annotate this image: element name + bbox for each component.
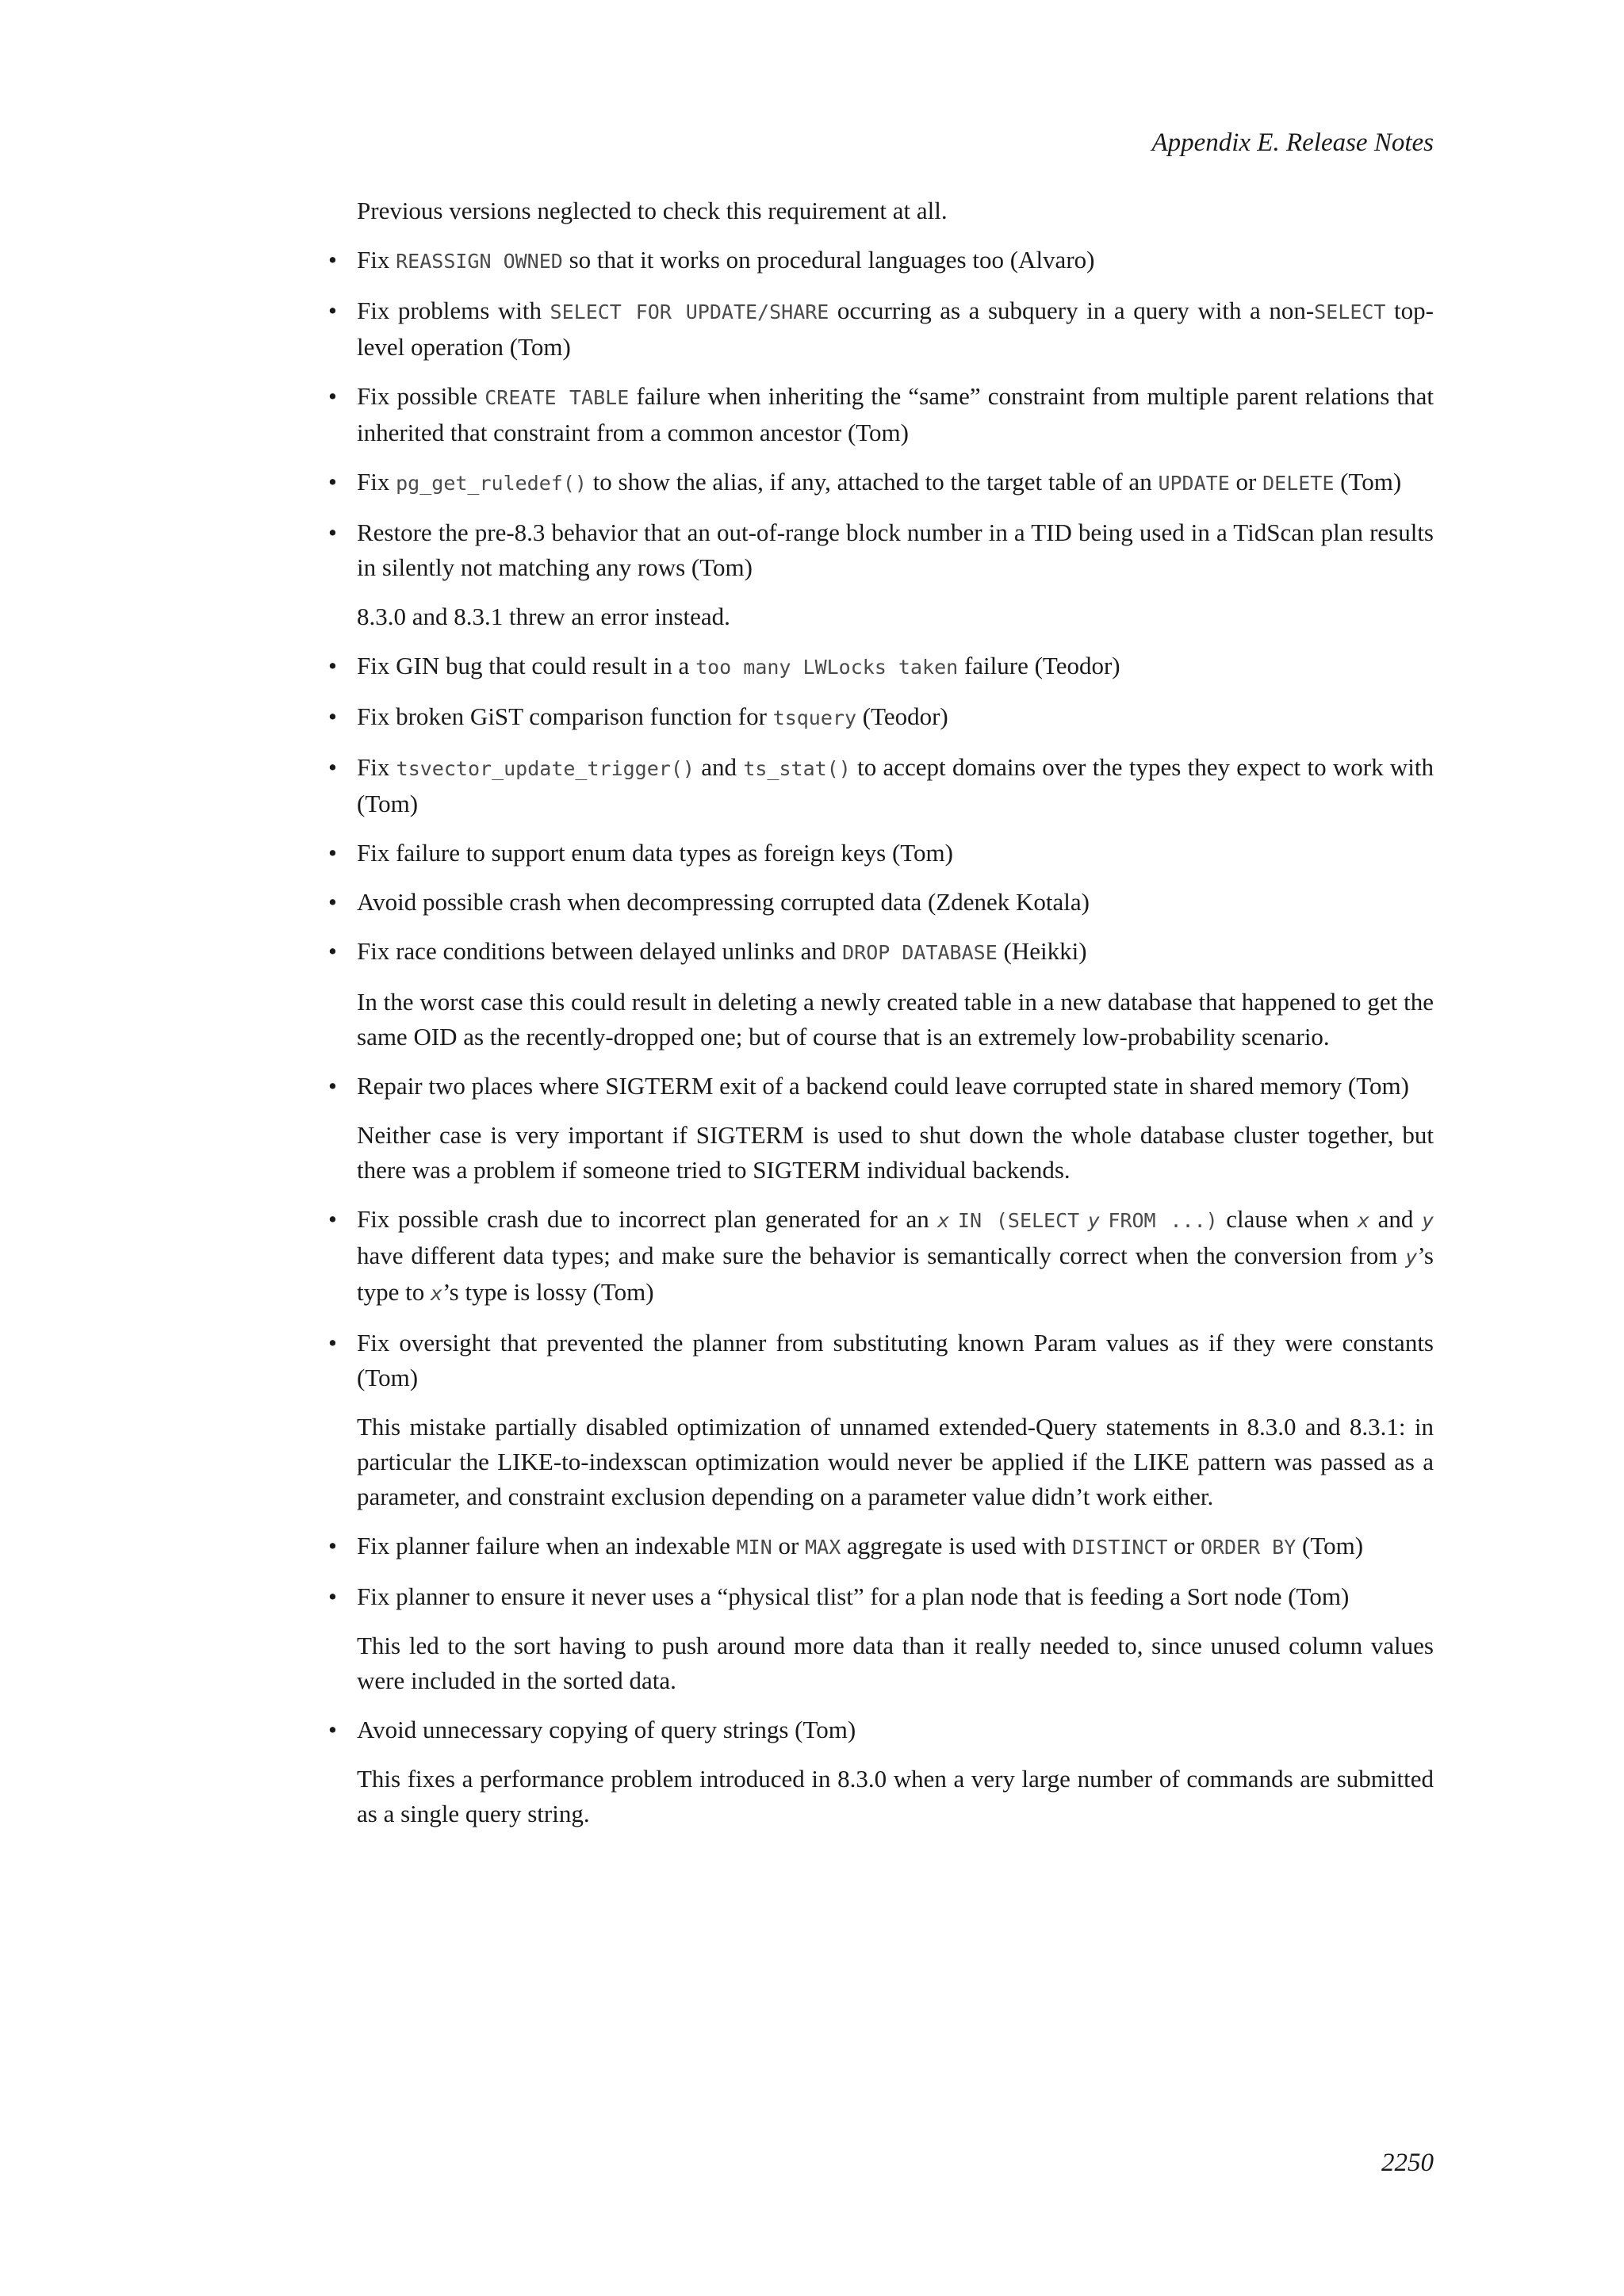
- item-text: top-level operation (Tom): [357, 297, 1434, 361]
- code-literal: MIN: [736, 1536, 772, 1559]
- list-item: [328, 243, 1434, 279]
- bullet-icon: •: [328, 839, 337, 867]
- item-text: Avoid possible crash when decompressing corrupted data (Zdenek Kotala): [357, 888, 1090, 916]
- bullet-icon: •: [328, 1329, 337, 1357]
- bullet-icon: •: [328, 1716, 337, 1743]
- item-text: Fix planner failure when an indexable: [357, 1532, 737, 1559]
- bullet-icon: •: [328, 652, 337, 679]
- item-text: ’s type is lossy (Tom): [442, 1278, 654, 1306]
- list-item: [328, 836, 1434, 871]
- item-text: (Teodor): [856, 702, 948, 730]
- list-item: [328, 1712, 1434, 1747]
- intro-paragraph: Previous versions neglected to check this requirement at all.: [357, 197, 948, 224]
- item-note: In the worst case this could result in deleting a newly created table in a new database that happened to get the same OID as the recently-dropped one; but of course that is an extremely low-probability scenario.: [357, 988, 1434, 1050]
- list-item: [328, 379, 1434, 450]
- item-text: Fix oversight that prevented the planner from substituting known Param values as if they were constants (Tom): [357, 1329, 1434, 1391]
- bullet-icon: •: [328, 1205, 337, 1233]
- item-text: Fix: [357, 468, 396, 496]
- code-literal: DELETE: [1262, 472, 1335, 495]
- item-text: Fix failure to support enum data types as foreign keys (Tom): [357, 839, 953, 867]
- code-placeholder: y: [1421, 1209, 1434, 1232]
- bullet-icon: •: [328, 382, 337, 410]
- bullet-icon: •: [328, 297, 337, 324]
- item-note: This fixes a performance problem introduced in 8.3.0 when a very large number of commands are submitted as a single query string.: [357, 1765, 1434, 1827]
- item-text: occurring as a subquery in a query with a non-: [829, 297, 1315, 324]
- item-text: and: [694, 753, 744, 781]
- list-item: [328, 1326, 1434, 1395]
- bullet-icon: •: [328, 1582, 337, 1610]
- item-text: ’s type to: [357, 1242, 1434, 1306]
- bullet-icon: •: [328, 246, 337, 274]
- bullet-icon: •: [328, 753, 337, 781]
- bullet-icon: •: [328, 519, 337, 546]
- code-placeholder: x: [431, 1282, 443, 1305]
- item-note: 8.3.0 and 8.3.1 threw an error instead.: [357, 603, 730, 630]
- list-item: [328, 1202, 1434, 1311]
- list-item: [328, 293, 1434, 365]
- page-number: 2250: [1381, 2149, 1434, 2177]
- code-literal: IN (SELECT: [957, 1209, 1080, 1232]
- code-literal: CREATE TABLE: [485, 386, 630, 409]
- list-item: [328, 934, 1434, 970]
- bullet-icon: •: [328, 888, 337, 916]
- list-item: [328, 1529, 1434, 1565]
- code-literal: pg_get_ruledef(): [396, 472, 587, 495]
- item-text: Fix broken GiST comparison function for: [357, 702, 773, 730]
- item-note: This led to the sort having to push around more data than it really needed to, since unused column values were included in the sorted data.: [357, 1632, 1434, 1694]
- code-literal: MAX: [805, 1536, 841, 1559]
- item-text: (Tom): [1296, 1532, 1364, 1559]
- code-literal: tsvector_update_trigger(): [396, 757, 695, 780]
- item-text: to show the alias, if any, attached to the target table of an: [586, 468, 1159, 496]
- item-text: Restore the pre-8.3 behavior that an out-of-range block number in a TID being used in a TidScan plan results in silently not matching any rows (Tom): [357, 519, 1434, 581]
- code-literal: ts_stat(): [743, 757, 851, 780]
- list-item: [328, 1069, 1434, 1104]
- item-text: failure (Teodor): [958, 652, 1120, 679]
- code-literal: DISTINCT: [1072, 1536, 1168, 1559]
- item-text: have different data types; and make sure the behavior is semantically correct when the conversion from: [357, 1242, 1406, 1269]
- item-text: (Heikki): [997, 937, 1087, 965]
- item-text: or: [1167, 1532, 1201, 1559]
- item-text: to accept domains over the types they expect to work with (Tom): [357, 753, 1434, 817]
- item-text: Fix planner to ensure it never uses a “physical tlist” for a plan node that is feeding a Sort node (Tom): [357, 1582, 1350, 1610]
- code-placeholder: y: [1087, 1209, 1100, 1232]
- item-text: Repair two places where SIGTERM exit of a backend could leave corrupted state in shared memory (Tom): [357, 1072, 1409, 1100]
- list-item: [328, 699, 1434, 736]
- bullet-icon: •: [328, 1072, 337, 1100]
- list-item: [328, 649, 1434, 685]
- code-literal: too many LWLocks taken: [695, 656, 959, 679]
- bullet-icon: •: [328, 468, 337, 496]
- list-item: [328, 465, 1434, 501]
- code-placeholder: x: [1357, 1209, 1370, 1232]
- item-note: This mistake partially disabled optimization of unnamed extended-Query statements in 8.3.0 and 8.3.1: in particular the LIKE-to-indexscan optimization would never be applied if the LIKE pattern was passed as a parameter, and constraint exclusion depending on a parameter value didn’t work either.: [357, 1413, 1434, 1510]
- item-text: failure when inheriting the “same” constraint from multiple parent relations that inherited that constraint from a common ancestor (Tom): [357, 382, 1434, 446]
- item-text: Fix possible crash due to incorrect plan generated for an: [357, 1205, 938, 1233]
- item-text: Fix race conditions between delayed unlinks and: [357, 937, 843, 965]
- code-literal: FROM ...): [1108, 1209, 1218, 1232]
- list-item: [328, 750, 1434, 821]
- release-notes-body: [328, 193, 1434, 1846]
- item-text: Avoid unnecessary copying of query strings (Tom): [357, 1716, 856, 1743]
- code-literal: UPDATE: [1158, 472, 1230, 495]
- item-text: Fix GIN bug that could result in a: [357, 652, 696, 679]
- code-literal: DROP DATABASE: [842, 941, 998, 964]
- code-placeholder: x: [937, 1209, 950, 1232]
- list-item: [328, 885, 1434, 920]
- item-text: or: [1229, 468, 1263, 496]
- list-item: [328, 1579, 1434, 1614]
- list-item: [328, 515, 1434, 585]
- item-text: Fix: [357, 753, 396, 781]
- bullet-icon: •: [328, 702, 337, 730]
- item-note: Neither case is very important if SIGTERM is used to shut down the whole database cluster together, but there was a problem if someone tried to SIGTERM individual backends.: [357, 1121, 1434, 1184]
- item-text: and: [1369, 1205, 1422, 1233]
- code-literal: REASSIGN OWNED: [396, 250, 563, 273]
- code-literal: ORDER BY: [1200, 1536, 1297, 1559]
- item-text: so that it works on procedural languages too (Alvaro): [562, 246, 1095, 274]
- item-text: Fix: [357, 246, 396, 274]
- item-text: (Tom): [1334, 468, 1402, 496]
- code-placeholder: y: [1405, 1246, 1418, 1269]
- item-text: clause when: [1217, 1205, 1358, 1233]
- item-text: Fix possible: [357, 382, 485, 410]
- item-text: Fix problems with: [357, 297, 550, 324]
- code-literal: tsquery: [772, 706, 856, 729]
- page-header: Appendix E. Release Notes: [1151, 128, 1434, 157]
- bullet-icon: •: [328, 1532, 337, 1559]
- item-text: aggregate is used with: [841, 1532, 1073, 1559]
- code-literal: SELECT: [1314, 300, 1386, 323]
- code-literal: SELECT FOR UPDATE/SHARE: [550, 300, 829, 323]
- bullet-icon: •: [328, 937, 337, 965]
- item-text: or: [772, 1532, 806, 1559]
